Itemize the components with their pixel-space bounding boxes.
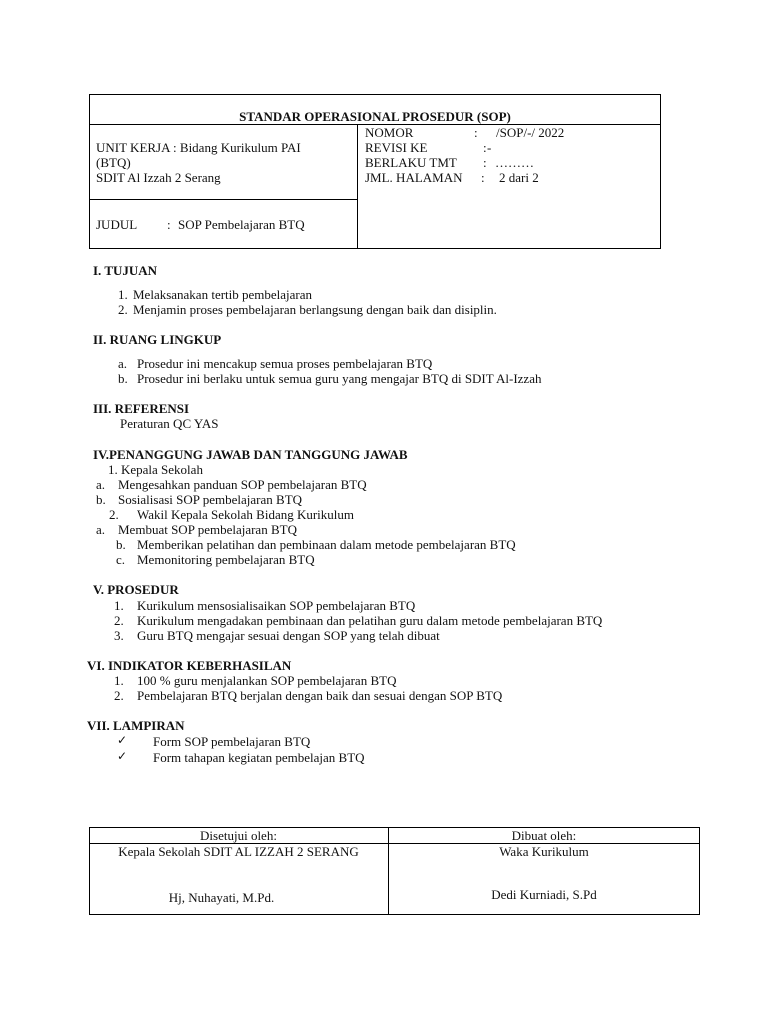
- list-item-marker: a.: [96, 477, 106, 492]
- list-item-marker: 1.: [114, 673, 124, 688]
- list-item: Kurikulum mensosialisaikan SOP pembelajaran BTQ: [137, 598, 416, 613]
- list-item-marker: 1.: [114, 598, 124, 613]
- list-item-marker: b.: [96, 492, 106, 507]
- list-item-marker: 3.: [114, 628, 124, 643]
- judul-value: SOP Pembelajaran BTQ: [178, 217, 305, 232]
- meta-berlaku-sep: :: [483, 155, 487, 170]
- approver-role: Kepala Sekolah SDIT AL IZZAH 2 SERANG: [118, 844, 359, 859]
- list-item: Guru BTQ mengajar sesuai dengan SOP yang telah dibuat: [137, 628, 440, 643]
- list-item-marker: c.: [116, 552, 126, 567]
- list-item: Menjamin proses pembelajaran berlangsung dengan baik dan disiplin.: [133, 302, 497, 317]
- meta-halaman-value: 2 dari 2: [499, 170, 539, 185]
- list-item-marker: b.: [118, 371, 128, 386]
- subheading-wakil-kepala: Wakil Kepala Sekolah Bidang Kurikulum: [137, 507, 355, 522]
- section-referensi-heading: III. REFERENSI: [93, 401, 190, 416]
- list-item: Pembelajaran BTQ berjalan dengan baik dan sesuai dengan SOP BTQ: [137, 688, 503, 703]
- list-item: Mengesahkan panduan SOP pembelajaran BTQ: [118, 477, 367, 492]
- meta-revisi-label: REVISI KE: [365, 140, 428, 155]
- meta-berlaku-value: ………: [495, 155, 534, 170]
- list-item: Melaksanakan tertib pembelajaran: [133, 287, 313, 302]
- unit-kerja-line-2: (BTQ): [96, 155, 131, 170]
- list-item-marker: a.: [96, 522, 106, 537]
- list-item-marker: 2.: [118, 302, 128, 317]
- sop-title: STANDAR OPERASIONAL PROSEDUR (SOP): [239, 109, 511, 124]
- list-item-marker: b.: [116, 537, 126, 552]
- meta-halaman-sep: :: [481, 170, 485, 185]
- meta-berlaku-label: BERLAKU TMT: [365, 155, 457, 170]
- meta-nomor-sep: :: [474, 125, 478, 140]
- judul-separator: :: [167, 217, 171, 232]
- list-item-marker: 2.: [114, 613, 124, 628]
- section-prosedur-heading: V. PROSEDUR: [93, 582, 179, 597]
- approved-by-label: Disetujui oleh:: [200, 828, 277, 843]
- checkmark-icon: ✓: [117, 749, 128, 763]
- approver-name: Hj, Nuhayati, M.Pd.: [168, 890, 275, 905]
- preparer-role: Waka Kurikulum: [499, 844, 589, 859]
- list-item: Memberikan pelatihan dan pembinaan dalam metode pembelajaran BTQ: [137, 537, 516, 552]
- list-item: Sosialisasi SOP pembelajaran BTQ: [118, 492, 303, 507]
- header-judul-divider: [89, 199, 357, 200]
- prepared-by-label: Dibuat oleh:: [511, 828, 577, 843]
- school-name: SDIT Al Izzah 2 Serang: [96, 170, 221, 185]
- section-penanggung-heading: IV.PENANGGUNG JAWAB DAN TANGGUNG JAWAB: [93, 447, 408, 462]
- list-item-marker: 2.: [114, 688, 124, 703]
- section-lampiran-heading: VII. LAMPIRAN: [87, 718, 185, 733]
- preparer-name: Dedi Kurniadi, S.Pd: [491, 887, 597, 902]
- unit-kerja-line: UNIT KERJA : Bidang Kurikulum PAI: [96, 140, 301, 155]
- list-item: Membuat SOP pembelajaran BTQ: [118, 522, 297, 537]
- list-item: Memonitoring pembelajaran BTQ: [137, 552, 315, 567]
- section-ruang-lingkup-heading: II. RUANG LINGKUP: [93, 332, 222, 347]
- meta-nomor-label: NOMOR: [365, 125, 414, 140]
- subheading-marker: 2.: [109, 507, 119, 522]
- list-item: 100 % guru menjalankan SOP pembelajaran BTQ: [137, 673, 397, 688]
- list-item: Form SOP pembelajaran BTQ: [153, 734, 311, 749]
- list-item-marker: 1.: [118, 287, 128, 302]
- meta-nomor-value: /SOP/-/ 2022: [496, 125, 565, 140]
- list-item: Kurikulum mengadakan pembinaan dan pelatihan guru dalam metode pembelajaran BTQ: [137, 613, 603, 628]
- list-item: Form tahapan kegiatan pembelajan BTQ: [153, 750, 365, 765]
- section-tujuan-heading: I. TUJUAN: [93, 263, 158, 278]
- list-item: Prosedur ini mencakup semua proses pembelajaran BTQ: [137, 356, 433, 371]
- header-column-divider: [357, 124, 358, 249]
- meta-revisi-value: -: [487, 140, 492, 155]
- meta-halaman-label: JML. HALAMAN: [365, 170, 463, 185]
- list-item-marker: a.: [118, 356, 128, 371]
- judul-label: JUDUL: [96, 217, 138, 232]
- referensi-text: Peraturan QC YAS: [120, 416, 219, 431]
- subheading-kepala-sekolah: 1. Kepala Sekolah: [108, 462, 203, 477]
- checkmark-icon: ✓: [117, 733, 128, 747]
- meta-revisi-sep: :: [483, 140, 487, 155]
- list-item: Prosedur ini berlaku untuk semua guru yang mengajar BTQ di SDIT Al-Izzah: [137, 371, 542, 386]
- section-indikator-heading: VI. INDIKATOR KEBERHASILAN: [87, 658, 292, 673]
